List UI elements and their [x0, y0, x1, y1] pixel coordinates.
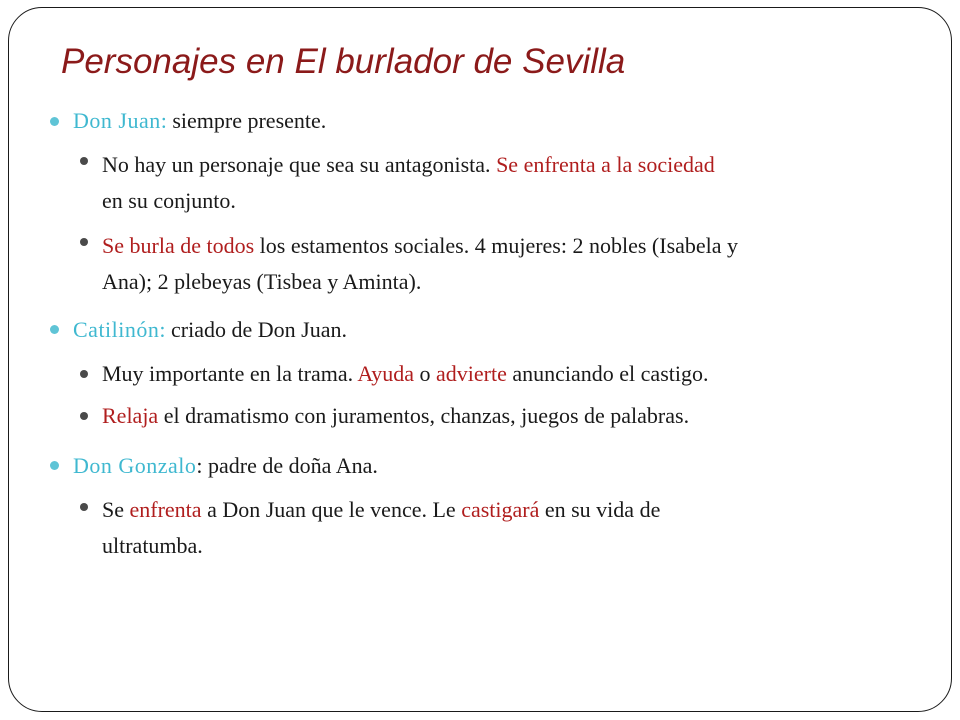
text-segment: Ana); 2 plebeyas (Tisbea y Aminta).: [102, 269, 422, 294]
character-name: Catilinón: [73, 317, 160, 342]
list-subitem: [102, 398, 922, 434]
character-name: Don Juan: [73, 108, 161, 133]
bullet-icon: [80, 157, 88, 165]
list-subitem: [102, 147, 922, 219]
separator: :: [160, 108, 167, 133]
bullet-icon: [50, 117, 59, 126]
bullet-icon: [50, 325, 59, 334]
character-desc: padre de doña Ana.: [202, 453, 378, 478]
bullet-icon: [80, 503, 88, 511]
separator: :: [159, 317, 166, 342]
list-subitem: [102, 228, 922, 300]
text-segment: a Don Juan que le vence. Le: [201, 497, 462, 522]
bullet-icon: [80, 412, 88, 420]
text-segment: el dramatismo con juramentos, chanzas, juegos de palabras.: [158, 403, 690, 428]
highlight-text: Se burla de todos: [102, 233, 255, 258]
text-segment: en su vida de: [539, 497, 661, 522]
character-name: Don Gonzalo: [73, 453, 197, 478]
highlight-text: advierte: [436, 361, 507, 386]
text-segment: Muy importante en la trama.: [102, 361, 358, 386]
highlight-text: enfrenta: [129, 497, 202, 522]
bullet-icon: [50, 461, 59, 470]
highlight-text: Relaja: [102, 403, 159, 428]
list-subitem: [102, 356, 922, 392]
bullet-icon: [80, 370, 88, 378]
list-item-catilinon: [73, 315, 913, 345]
text-segment: ultratumba.: [102, 533, 203, 558]
list-item-don-juan: [73, 106, 913, 136]
highlight-text: castigará: [461, 497, 540, 522]
text-segment: No hay un personaje que sea su antagonista.: [102, 152, 497, 177]
text-segment: o: [414, 361, 437, 386]
slide-title: Personajes en El burlador de Sevilla: [61, 42, 626, 81]
text-segment: Se: [102, 497, 130, 522]
highlight-text: Se enfrenta a la sociedad: [496, 152, 715, 177]
list-item-don-gonzalo: [73, 451, 913, 481]
separator: :: [196, 453, 203, 478]
text-segment: anunciando el castigo.: [506, 361, 709, 386]
character-desc: siempre presente.: [166, 108, 327, 133]
character-desc: criado de Don Juan.: [165, 317, 347, 342]
text-segment: los estamentos sociales. 4 mujeres: 2 nobles (Isabela y: [254, 233, 739, 258]
highlight-text: Ayuda: [357, 361, 415, 386]
list-subitem: [102, 492, 922, 564]
text-segment: en su conjunto.: [102, 188, 236, 213]
bullet-icon: [80, 238, 88, 246]
